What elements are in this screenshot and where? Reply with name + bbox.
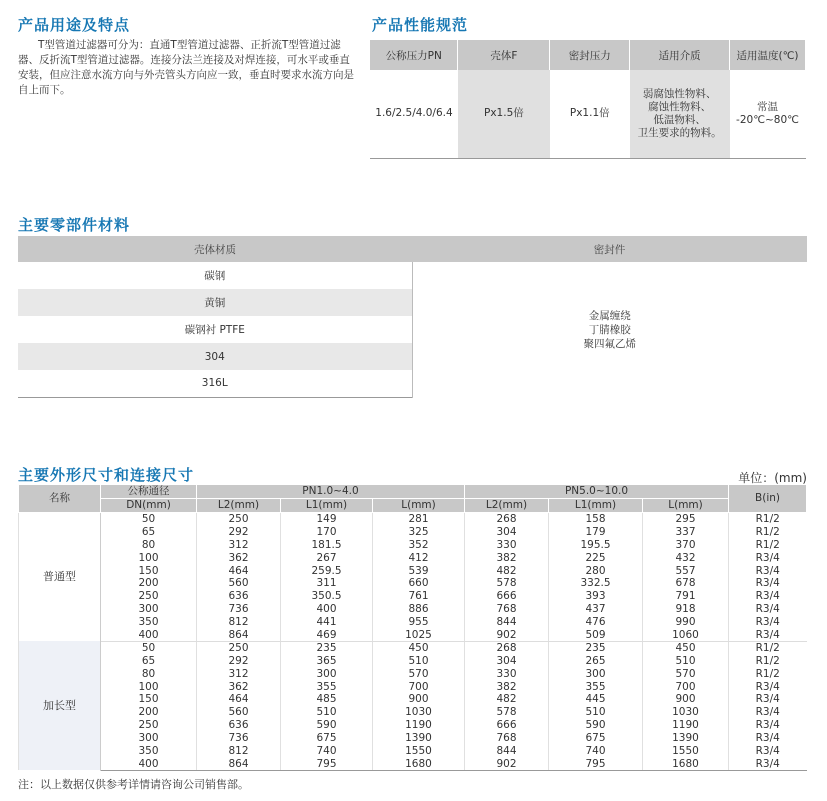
parts-seal-item: 聚四氟乙烯 bbox=[583, 337, 636, 350]
dims-cell: 539 bbox=[373, 564, 465, 577]
dims-cell: 195.5 bbox=[549, 538, 643, 551]
dims-cell: 350 bbox=[101, 745, 197, 758]
perf-header-media: 适用介质 bbox=[630, 40, 730, 70]
dims-cell: 295 bbox=[643, 513, 729, 526]
dims-cell: 557 bbox=[643, 564, 729, 577]
dims-cell: 100 bbox=[101, 551, 197, 564]
dims-cell: 268 bbox=[465, 513, 549, 526]
dims-cell: 768 bbox=[465, 603, 549, 616]
dims-cell: 1680 bbox=[373, 757, 465, 770]
dims-cell: 1030 bbox=[373, 706, 465, 719]
dims-header-l-b: L(mm) bbox=[643, 499, 729, 513]
dims-cell: 312 bbox=[197, 667, 281, 680]
perf-media-line: 弱腐蚀性物料、 bbox=[642, 87, 717, 100]
dims-cell: R3/4 bbox=[729, 616, 807, 629]
dims-cell: 666 bbox=[465, 590, 549, 603]
dims-row bbox=[19, 564, 807, 577]
dims-cell: 235 bbox=[549, 641, 643, 654]
dims-cell: 675 bbox=[549, 732, 643, 745]
dims-cell: 432 bbox=[643, 551, 729, 564]
perf-header-seal: 密封压力 bbox=[550, 40, 630, 70]
dims-cell: 1390 bbox=[643, 732, 729, 745]
dims-cell: 482 bbox=[465, 564, 549, 577]
dims-cell: 560 bbox=[197, 577, 281, 590]
dims-cell: 590 bbox=[281, 719, 373, 732]
dims-cell: R3/4 bbox=[729, 603, 807, 616]
dims-unit: 单位：(mm) bbox=[738, 471, 807, 485]
dims-row bbox=[19, 667, 807, 680]
dims-group-name: 普通型 bbox=[19, 513, 101, 642]
dims-cell: R1/2 bbox=[729, 667, 807, 680]
parts-header-seal: 密封件 bbox=[412, 236, 807, 262]
dims-cell: R1/2 bbox=[729, 513, 807, 526]
dims-cell: 259.5 bbox=[281, 564, 373, 577]
perf-temp-line: -20℃~80℃ bbox=[736, 113, 799, 126]
dims-cell: 330 bbox=[465, 538, 549, 551]
dims-cell: 330 bbox=[465, 667, 549, 680]
dims-cell: 740 bbox=[281, 745, 373, 758]
dims-cell: 812 bbox=[197, 745, 281, 758]
dims-cell: 280 bbox=[549, 564, 643, 577]
dims-header-name: 名称 bbox=[19, 485, 101, 513]
dims-row bbox=[19, 551, 807, 564]
dims-cell: R3/4 bbox=[729, 732, 807, 745]
dims-cell: 476 bbox=[549, 616, 643, 629]
dims-cell: 795 bbox=[549, 757, 643, 770]
dims-cell: 300 bbox=[101, 732, 197, 745]
dims-cell: 740 bbox=[549, 745, 643, 758]
dims-header-l1: L1(mm) bbox=[281, 499, 373, 513]
perf-media-line: 腐蚀性物料、 bbox=[648, 100, 712, 113]
dims-cell: 761 bbox=[373, 590, 465, 603]
parts-shell-item: 碳钢衬 PTFE bbox=[184, 324, 245, 336]
dims-cell: 150 bbox=[101, 564, 197, 577]
parts-shell-item: 碳钢 bbox=[204, 270, 226, 282]
dims-cell: 464 bbox=[197, 564, 281, 577]
dims-row bbox=[19, 680, 807, 693]
dims-cell: R3/4 bbox=[729, 680, 807, 693]
dims-cell: 510 bbox=[643, 654, 729, 667]
usage-title: 产品用途及特点 bbox=[18, 16, 131, 34]
dims-cell: 1030 bbox=[643, 706, 729, 719]
dims-cell: 450 bbox=[373, 641, 465, 654]
dims-cell: 1550 bbox=[373, 745, 465, 758]
dims-cell: 267 bbox=[281, 551, 373, 564]
dims-cell: 158 bbox=[549, 513, 643, 526]
dims-cell: 149 bbox=[281, 513, 373, 526]
dims-cell: 482 bbox=[465, 693, 549, 706]
dims-cell: 265 bbox=[549, 654, 643, 667]
dims-cell: 510 bbox=[281, 706, 373, 719]
perf-pn: 1.6/2.5/4.0/6.4 bbox=[370, 70, 458, 158]
dims-cell: 700 bbox=[373, 680, 465, 693]
dims-cell: 678 bbox=[643, 577, 729, 590]
dims-cell: 590 bbox=[549, 719, 643, 732]
dims-cell: 50 bbox=[101, 513, 197, 526]
dims-cell: R3/4 bbox=[729, 590, 807, 603]
dims-cell: 1550 bbox=[643, 745, 729, 758]
dims-cell: 268 bbox=[465, 641, 549, 654]
dims-cell: 700 bbox=[643, 680, 729, 693]
dims-cell: 675 bbox=[281, 732, 373, 745]
dims-header-pn2: PN5.0~10.0 bbox=[465, 485, 729, 499]
dims-cell: 1390 bbox=[373, 732, 465, 745]
dims-cell: 570 bbox=[373, 667, 465, 680]
dims-header-l2-b: L2(mm) bbox=[465, 499, 549, 513]
dims-cell: R1/2 bbox=[729, 525, 807, 538]
dims-cell: 464 bbox=[197, 693, 281, 706]
dims-cell: 902 bbox=[465, 629, 549, 642]
dims-cell: 352 bbox=[373, 538, 465, 551]
perf-header-shell: 壳体F bbox=[458, 40, 550, 70]
dims-row bbox=[19, 538, 807, 551]
dims-cell: R3/4 bbox=[729, 745, 807, 758]
footer-note: 注：以上数据仅供参考详情请咨询公司销售部。 bbox=[18, 778, 249, 791]
usage-text: T型管道过滤器可分为：直通T型管道过滤器、正折流T型管道过滤器、反折流T型管道过滤器。连接分法兰连接及对焊连接，可水平或垂直安装，但应注意水流方向与外壳管头方向应一致，垂直时要求水流方向是自上而下。 bbox=[18, 39, 354, 96]
dims-cell: 510 bbox=[373, 654, 465, 667]
dims-cell: 382 bbox=[465, 680, 549, 693]
dims-row bbox=[19, 732, 807, 745]
dims-cell: 844 bbox=[465, 616, 549, 629]
perf-media-line: 卫生要求的物料。 bbox=[637, 126, 722, 139]
dims-cell: 50 bbox=[101, 641, 197, 654]
dims-cell: 400 bbox=[281, 603, 373, 616]
dims-cell: 485 bbox=[281, 693, 373, 706]
parts-header-shell: 壳体材质 bbox=[18, 236, 412, 262]
dims-cell: 65 bbox=[101, 654, 197, 667]
dims-cell: 570 bbox=[643, 667, 729, 680]
dims-cell: 300 bbox=[101, 603, 197, 616]
dims-row bbox=[19, 693, 807, 706]
dims-cell: R3/4 bbox=[729, 629, 807, 642]
dims-cell: 1060 bbox=[643, 629, 729, 642]
dims-cell: 250 bbox=[197, 513, 281, 526]
dims-cell: 844 bbox=[465, 745, 549, 758]
dims-header-l1-b: L1(mm) bbox=[549, 499, 643, 513]
dims-cell: 393 bbox=[549, 590, 643, 603]
dims-cell: 337 bbox=[643, 525, 729, 538]
dims-cell: 666 bbox=[465, 719, 549, 732]
dims-row bbox=[19, 590, 807, 603]
dims-cell: 170 bbox=[281, 525, 373, 538]
dims-cell: 445 bbox=[549, 693, 643, 706]
dims-cell: 636 bbox=[197, 719, 281, 732]
perf-shell: Px1.5倍 bbox=[458, 70, 550, 158]
parts-seal-item: 金属缠绕 bbox=[588, 309, 631, 322]
dims-row bbox=[19, 513, 807, 526]
parts-table bbox=[18, 236, 807, 398]
perf-temp-line: 常温 bbox=[757, 100, 778, 113]
dims-cell: 250 bbox=[197, 641, 281, 654]
dims-cell: 469 bbox=[281, 629, 373, 642]
dims-cell: 636 bbox=[197, 590, 281, 603]
dims-cell: 736 bbox=[197, 603, 281, 616]
dims-cell: 370 bbox=[643, 538, 729, 551]
dims-cell: 900 bbox=[643, 693, 729, 706]
perf-header-pn: 公称压力PN bbox=[370, 40, 458, 70]
dims-cell: 902 bbox=[465, 757, 549, 770]
dims-header-l: L(mm) bbox=[373, 499, 465, 513]
dims-cell: 304 bbox=[465, 654, 549, 667]
dims-cell: 441 bbox=[281, 616, 373, 629]
dims-cell: 235 bbox=[281, 641, 373, 654]
dims-cell: R3/4 bbox=[729, 719, 807, 732]
dims-cell: 812 bbox=[197, 616, 281, 629]
dims-cell: 578 bbox=[465, 706, 549, 719]
dims-cell: 200 bbox=[101, 706, 197, 719]
parts-seal-item: 丁腈橡胶 bbox=[588, 323, 631, 336]
dims-cell: 365 bbox=[281, 654, 373, 667]
dims-cell: 179 bbox=[549, 525, 643, 538]
dims-cell: 955 bbox=[373, 616, 465, 629]
dims-row bbox=[19, 577, 807, 590]
dims-row bbox=[19, 603, 807, 616]
dims-row bbox=[19, 654, 807, 667]
dims-cell: 80 bbox=[101, 667, 197, 680]
dims-cell: 292 bbox=[197, 525, 281, 538]
dims-cell: 437 bbox=[549, 603, 643, 616]
dims-cell: 768 bbox=[465, 732, 549, 745]
dims-cell: R3/4 bbox=[729, 706, 807, 719]
dims-cell: 362 bbox=[197, 551, 281, 564]
dims-row bbox=[19, 616, 807, 629]
dims-cell: R3/4 bbox=[729, 577, 807, 590]
perf-temp bbox=[730, 70, 806, 158]
dims-cell: 292 bbox=[197, 654, 281, 667]
dimensions-table bbox=[18, 484, 807, 771]
dims-cell: 150 bbox=[101, 693, 197, 706]
dims-cell: 311 bbox=[281, 577, 373, 590]
parts-seal-cell bbox=[412, 262, 807, 397]
dims-header-dn2: DN(mm) bbox=[101, 499, 197, 513]
dims-cell: 509 bbox=[549, 629, 643, 642]
dims-row bbox=[19, 525, 807, 538]
dims-cell: 918 bbox=[643, 603, 729, 616]
parts-shell-item: 304 bbox=[18, 343, 412, 370]
perf-media bbox=[630, 70, 730, 158]
dims-row bbox=[19, 745, 807, 758]
dims-row bbox=[19, 629, 807, 642]
dims-cell: 1190 bbox=[643, 719, 729, 732]
dims-cell: 795 bbox=[281, 757, 373, 770]
dims-cell: 412 bbox=[373, 551, 465, 564]
dims-cell: 350.5 bbox=[281, 590, 373, 603]
dims-cell: 886 bbox=[373, 603, 465, 616]
dims-cell: 325 bbox=[373, 525, 465, 538]
dims-cell: 312 bbox=[197, 538, 281, 551]
parts-title: 主要零部件材料 bbox=[18, 216, 131, 234]
dims-cell: 355 bbox=[549, 680, 643, 693]
dims-cell: 900 bbox=[373, 693, 465, 706]
dims-cell: R1/2 bbox=[729, 641, 807, 654]
dims-cell: 100 bbox=[101, 680, 197, 693]
dims-cell: 400 bbox=[101, 757, 197, 770]
dims-cell: 1680 bbox=[643, 757, 729, 770]
dims-cell: R1/2 bbox=[729, 654, 807, 667]
parts-shell-item: 黄铜 bbox=[18, 289, 412, 316]
dims-cell: 736 bbox=[197, 732, 281, 745]
dims-cell: 450 bbox=[643, 641, 729, 654]
dims-cell: R3/4 bbox=[729, 564, 807, 577]
dims-cell: 400 bbox=[101, 629, 197, 642]
dims-cell: 65 bbox=[101, 525, 197, 538]
dims-header-b: B(in) bbox=[729, 485, 807, 513]
dims-cell: 250 bbox=[101, 590, 197, 603]
dims-cell: 225 bbox=[549, 551, 643, 564]
dims-header-pn1: PN1.0~4.0 bbox=[197, 485, 465, 499]
dims-cell: 362 bbox=[197, 680, 281, 693]
dims-cell: 332.5 bbox=[549, 577, 643, 590]
dims-cell: 864 bbox=[197, 629, 281, 642]
dims-cell: R3/4 bbox=[729, 757, 807, 770]
dims-cell: 990 bbox=[643, 616, 729, 629]
dims-cell: R3/4 bbox=[729, 551, 807, 564]
parts-shell-item: 316L bbox=[18, 370, 412, 397]
perf-media-line: 低温物料、 bbox=[653, 113, 706, 126]
dims-header-dn: 公称通径 bbox=[101, 485, 197, 499]
dims-cell: 578 bbox=[465, 577, 549, 590]
dims-cell: 1025 bbox=[373, 629, 465, 642]
dims-cell: 181.5 bbox=[281, 538, 373, 551]
dims-group-name: 加长型 bbox=[19, 641, 101, 770]
dims-cell: 660 bbox=[373, 577, 465, 590]
dims-cell: 300 bbox=[549, 667, 643, 680]
dims-row bbox=[19, 719, 807, 732]
dims-cell: R1/2 bbox=[729, 538, 807, 551]
dims-cell: 382 bbox=[465, 551, 549, 564]
dims-row bbox=[19, 706, 807, 719]
perf-seal: Px1.1倍 bbox=[550, 70, 630, 158]
dims-cell: 560 bbox=[197, 706, 281, 719]
dims-cell: 350 bbox=[101, 616, 197, 629]
dims-cell: R3/4 bbox=[729, 693, 807, 706]
perf-header-temp: 适用温度(℃) bbox=[730, 40, 806, 70]
dims-cell: 250 bbox=[101, 719, 197, 732]
dims-cell: 1190 bbox=[373, 719, 465, 732]
dims-cell: 80 bbox=[101, 538, 197, 551]
dims-header-l2: L2(mm) bbox=[197, 499, 281, 513]
dims-row bbox=[19, 641, 807, 654]
dims-cell: 510 bbox=[549, 706, 643, 719]
performance-table bbox=[370, 40, 806, 159]
dims-row bbox=[19, 757, 807, 770]
dims-cell: 300 bbox=[281, 667, 373, 680]
dims-cell: 355 bbox=[281, 680, 373, 693]
dims-title: 主要外形尺寸和连接尺寸 bbox=[18, 466, 195, 484]
performance-title: 产品性能规范 bbox=[372, 16, 469, 34]
dims-cell: 791 bbox=[643, 590, 729, 603]
dims-cell: 304 bbox=[465, 525, 549, 538]
dims-cell: 281 bbox=[373, 513, 465, 526]
dims-cell: 200 bbox=[101, 577, 197, 590]
dims-cell: 864 bbox=[197, 757, 281, 770]
